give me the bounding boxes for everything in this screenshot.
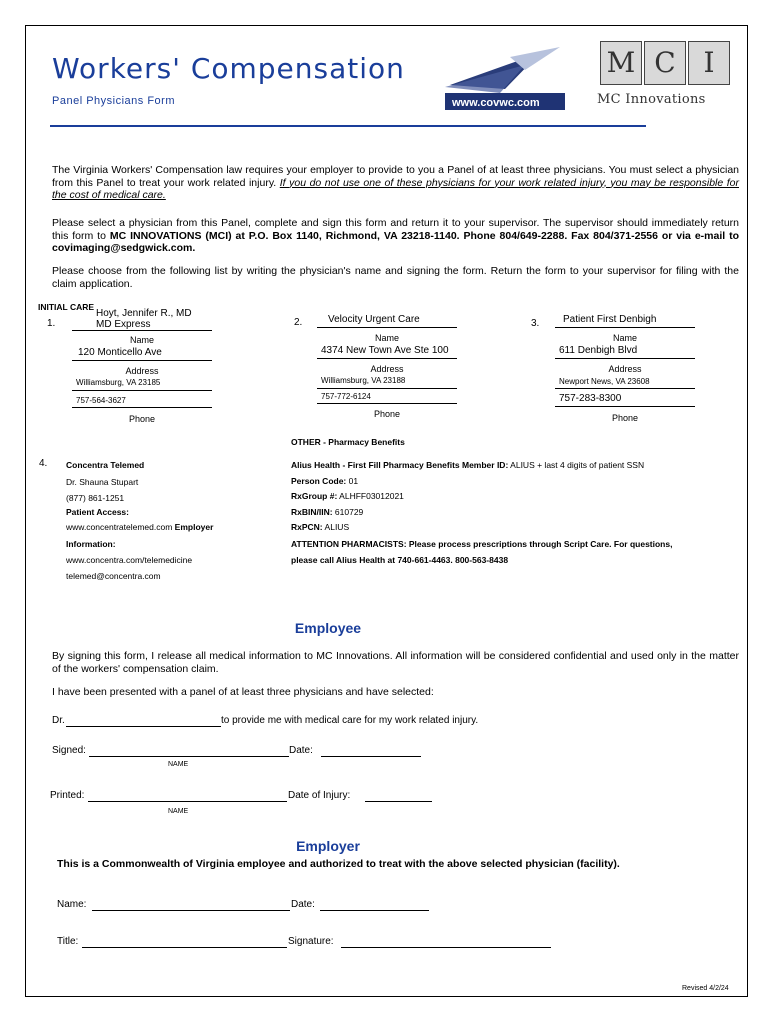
- pharmacy-rxbin: [291, 507, 363, 517]
- provider-1-phone-caption: Phone: [128, 414, 156, 424]
- provider-3-phone-caption: Phone: [611, 413, 639, 423]
- pharmacy-rxgroup: [291, 491, 404, 501]
- provider-3-number: 3.: [531, 318, 540, 329]
- form-title: Workers' Compensation: [52, 52, 405, 85]
- telemed-doctor: Dr. Shauna Stupart: [66, 477, 139, 487]
- provider-1-city: Williamsburg, VA 23185: [76, 378, 161, 387]
- pharmacy-member-id-value: ALIUS + last 4 digits of patient SSN: [508, 460, 645, 470]
- telemed-url-line: [66, 522, 213, 532]
- rxbin-value: 610729: [332, 507, 364, 517]
- provider-2-name: Velocity Urgent Care: [328, 314, 420, 325]
- provider-2-city-line: [317, 388, 457, 389]
- employer-date-field[interactable]: [320, 910, 429, 911]
- provider-2-address-caption: Address: [370, 364, 404, 374]
- mci-subtitle: MC Innovations: [597, 92, 706, 107]
- employer-title-label: Title:: [57, 936, 79, 947]
- employee-release: By signing this form, I release all medical information to MC Innovations. All information will be considered confidential and used only in the matter of the workers' compensation claim.: [52, 650, 739, 675]
- provider-1-name: Hoyt, Jennifer R., MD: [96, 308, 192, 319]
- provider-2-city: Williamsburg, VA 23188: [321, 376, 406, 385]
- mci-letter-i: I: [688, 41, 730, 85]
- dr-suffix-text: to provide me with medical care for my work related injury.: [221, 715, 479, 726]
- date-of-injury-label: Date of Injury:: [288, 790, 351, 801]
- provider-2-street: 4374 New Town Ave Ste 100: [321, 345, 449, 356]
- intro-p2-text: Please select a physician from this Panel, complete and sign this form and return it to your supervisor. The supervisor should immediately return this form to: [52, 217, 739, 242]
- mci-letter-m: M: [600, 41, 642, 85]
- rxgroup-label: RxGroup #:: [291, 491, 338, 501]
- employee-date-label: Date:: [289, 745, 313, 756]
- provider-1-street: 120 Monticello Ave: [78, 347, 162, 358]
- signed-label: Signed:: [52, 745, 86, 756]
- rxbin-label: RxBIN/IIN:: [291, 507, 333, 517]
- provider-4-number: 4.: [39, 458, 48, 469]
- initial-care-label: INITIAL CARE: [38, 302, 95, 312]
- pharmacy-attention-1: ATTENTION PHARMACISTS: Please process prescriptions through Script Care. For questions,: [291, 539, 673, 549]
- pharmacy-attention-2: please call Alius Health at 740-661-4463. 800-563-8438: [291, 555, 509, 565]
- provider-2-street-line: [317, 358, 457, 359]
- provider-3-phone-line: [555, 406, 695, 407]
- provider-1-city-line: [72, 390, 212, 391]
- telemed-employer-label: Employer: [174, 522, 214, 532]
- provider-2-name-line: [317, 327, 457, 328]
- printed-name-caption: NAME: [168, 808, 189, 815]
- provider-3-phone: 757-283-8300: [559, 393, 622, 404]
- pharmacy-person-code: [291, 476, 358, 486]
- provider-3-street-line: [555, 358, 695, 359]
- doctor-choice-field[interactable]: [66, 726, 221, 727]
- signed-name-caption: NAME: [168, 761, 189, 768]
- employee-printed-name-field[interactable]: [88, 801, 287, 802]
- provider-1-number: 1.: [47, 318, 56, 329]
- person-code-label: Person Code:: [291, 476, 347, 486]
- rxgroup-value: ALHFF03012021: [337, 491, 404, 501]
- provider-1-address-caption: Address: [125, 366, 159, 376]
- provider-3-name-caption: Name: [612, 333, 637, 343]
- intro-paragraph-3: Please choose from the following list by writing the physician's name and signing the form. Return the form to your supervisor for filing with the claim application.: [52, 265, 739, 290]
- employer-name-label: Name:: [57, 899, 87, 910]
- employee-signature-field[interactable]: [89, 756, 289, 757]
- provider-1-phone-line: [72, 407, 212, 408]
- provider-2-number: 2.: [294, 317, 303, 328]
- revised-date: Revised 4/2/24: [682, 985, 729, 992]
- telemed-name: Concentra Telemed: [66, 460, 145, 470]
- provider-1-name-caption: Name: [129, 335, 154, 345]
- header-divider: [50, 125, 646, 127]
- telemed-information-label: Information:: [66, 539, 116, 549]
- telemed-email[interactable]: telemed@concentra.com: [66, 571, 161, 581]
- rxpcn-label: RxPCN:: [291, 522, 323, 532]
- employer-title-field[interactable]: [82, 947, 287, 948]
- provider-3-city: Newport News, VA 23608: [559, 377, 650, 386]
- provider-3-name-line: [555, 327, 695, 328]
- provider-1-phone: 757-564-3627: [76, 396, 126, 405]
- employer-name-field[interactable]: [92, 910, 290, 911]
- provider-2-phone-caption: Phone: [373, 409, 401, 419]
- employee-presented: I have been presented with a panel of at least three physicians and have selected:: [52, 686, 434, 698]
- telemed-url-1[interactable]: www.concentratelemed.com: [66, 522, 173, 532]
- intro-paragraph-2: [52, 217, 739, 255]
- telemed-phone: (877) 861-1251: [66, 493, 125, 503]
- provider-1-street-line: [72, 360, 212, 361]
- mci-letter-c: C: [644, 41, 686, 85]
- employer-statement: This is a Commonwealth of Virginia employee and authorized to treat with the above selected physician (facility).: [57, 858, 620, 870]
- employee-date-field[interactable]: [321, 756, 421, 757]
- provider-2-name-caption: Name: [374, 333, 399, 343]
- intro-p1-warning: If you do not use one of these physicians for your work related injury, you may be responsible for the cost of medical care.: [52, 176, 739, 201]
- pharmacy-member-id-label: Alius Health - First Fill Pharmacy Benefits Member ID:: [291, 460, 509, 470]
- provider-3-address-caption: Address: [608, 364, 642, 374]
- rxpcn-value: ALIUS: [322, 522, 350, 532]
- employer-signature-field[interactable]: [341, 947, 551, 948]
- person-code-value: 01: [346, 476, 359, 486]
- provider-3-name: Patient First Denbigh: [563, 314, 657, 325]
- provider-1-practice: MD Express: [96, 319, 151, 330]
- date-of-injury-field[interactable]: [365, 801, 432, 802]
- employer-heading: Employer: [296, 838, 360, 854]
- employer-date-label: Date:: [291, 899, 315, 910]
- provider-3-street: 611 Denbigh Blvd: [559, 345, 638, 356]
- provider-1-name-line: [72, 330, 212, 331]
- dr-prefix-label: Dr.: [52, 715, 65, 726]
- telemed-url-2[interactable]: www.concentra.com/telemedicine: [66, 555, 193, 565]
- intro-p2-contact: MC INNOVATIONS (MCI) at P.O. Box 1140, Richmond, VA 23218-1140. Phone 804/649-2288. Fax 804/371-2556 or via e-mail to covimaging@sedgwick.com.: [52, 229, 739, 254]
- telemed-patient-access: Patient Access:: [66, 507, 129, 517]
- pharmacy-member-id: [291, 460, 644, 470]
- covwc-url: www.covwc.com: [452, 97, 540, 109]
- intro-paragraph-1: [52, 164, 739, 202]
- form-subtitle: Panel Physicians Form: [52, 95, 175, 107]
- pharmacy-rxpcn: [291, 522, 349, 532]
- other-pharmacy-heading: OTHER - Pharmacy Benefits: [291, 437, 405, 447]
- printed-label: Printed:: [50, 790, 85, 801]
- provider-3-city-line: [555, 388, 695, 389]
- employer-signature-label: Signature:: [288, 936, 334, 947]
- employee-heading: Employee: [294, 620, 362, 636]
- provider-2-phone: 757-772-6124: [321, 392, 371, 401]
- intro-p1-text: The Virginia Workers' Compensation law requires your employer to provide to you a Panel of at least three physicians. You must select a physician from this Panel to treat your work related injury.: [52, 164, 739, 189]
- provider-2-phone-line: [317, 403, 457, 404]
